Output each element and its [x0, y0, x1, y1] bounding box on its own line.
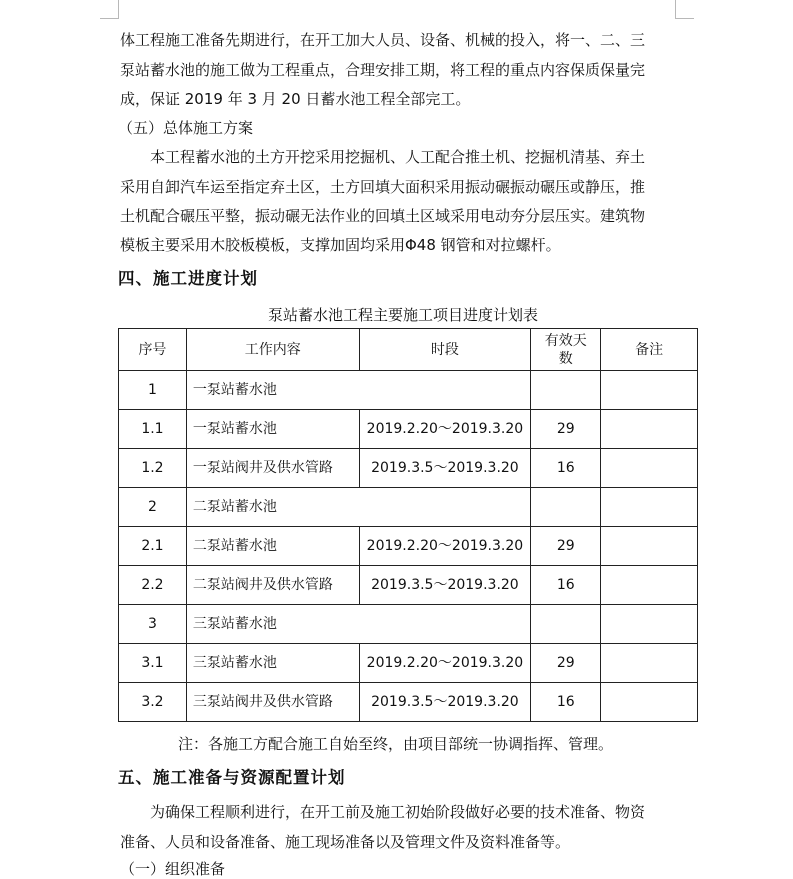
table-group-row	[119, 371, 698, 410]
paragraph-line: 采用自卸汽车运至指定弃土区，土方回填大面积采用振动碾振动碾压或静压，推	[120, 178, 646, 196]
cell-days: 16	[531, 449, 601, 488]
table-row	[119, 683, 698, 722]
header-days: 有效天 数	[531, 329, 601, 371]
cell-content: 三泵站阀井及供水管路	[186, 683, 359, 722]
cell-note	[601, 683, 698, 722]
page-corner-mark-left	[100, 0, 119, 19]
paragraph-line: 模板主要采用木胶板模板，支撑加固均采用Φ48 钢管和对拉螺杆。	[120, 236, 561, 254]
schedule-table	[118, 328, 698, 722]
cell-note	[601, 605, 698, 644]
table-row	[119, 410, 698, 449]
cell-period: 2019.2.20～2019.3.20	[359, 410, 531, 449]
cell-no: 2.2	[119, 566, 187, 605]
table-row	[119, 566, 698, 605]
header-period: 时段	[359, 329, 531, 371]
table-header-row	[119, 329, 698, 371]
cell-days	[531, 605, 601, 644]
table-note: 注：各施工方配合施工自始至终，由项目部统一协调指挥、管理。	[178, 735, 614, 753]
table-group-row	[119, 488, 698, 527]
paragraph-line: 土机配合碾压平整，振动碾无法作业的回填土区域采用电动夯分层压实。建筑物	[120, 207, 646, 225]
cell-content: 二泵站阀井及供水管路	[186, 566, 359, 605]
cell-period: 2019.3.5～2019.3.20	[359, 683, 531, 722]
cell-no: 1.2	[119, 449, 187, 488]
cell-no: 2.1	[119, 527, 187, 566]
cell-days: 16	[531, 566, 601, 605]
cell-note	[601, 410, 698, 449]
table-row	[119, 644, 698, 683]
paragraph-line: 为确保工程顺利进行，在开工前及施工初始阶段做好必要的技术准备、物资	[150, 803, 646, 821]
paragraph-line: 体工程施工准备先期进行，在开工加大人员、设备、机械的投入，将一、二、三	[120, 31, 646, 49]
paragraph-line: 泵站蓄水池的施工做为工程重点，合理安排工期，将工程的重点内容保质保量完	[120, 61, 646, 79]
cell-days: 29	[531, 527, 601, 566]
cell-content: 一泵站蓄水池	[186, 371, 530, 410]
cell-days: 29	[531, 410, 601, 449]
header-no: 序号	[119, 329, 187, 371]
cell-content: 一泵站蓄水池	[186, 410, 359, 449]
header-content: 工作内容	[186, 329, 359, 371]
table-row	[119, 449, 698, 488]
subsection-title-cut: （一）组织准备	[120, 860, 226, 878]
cell-days: 16	[531, 683, 601, 722]
cell-content: 三泵站蓄水池	[186, 644, 359, 683]
section-heading-preparation: 五、施工准备与资源配置计划	[118, 768, 346, 787]
page-corner-mark-right	[675, 0, 694, 19]
cell-content: 一泵站阀井及供水管路	[186, 449, 359, 488]
subsection-title: （五）总体施工方案	[118, 119, 254, 137]
cell-period: 2019.2.20～2019.3.20	[359, 527, 531, 566]
cell-note	[601, 371, 698, 410]
cell-note	[601, 449, 698, 488]
cell-days	[531, 488, 601, 527]
cell-period: 2019.2.20～2019.3.20	[359, 644, 531, 683]
cell-no: 1	[119, 371, 187, 410]
cell-note	[601, 566, 698, 605]
paragraph-line: 成，保证 2019 年 3 月 20 日蓄水池工程全部完工。	[120, 90, 471, 108]
cell-content: 二泵站蓄水池	[186, 527, 359, 566]
cell-content: 三泵站蓄水池	[186, 605, 530, 644]
cell-period: 2019.3.5～2019.3.20	[359, 566, 531, 605]
header-note: 备注	[601, 329, 698, 371]
cell-note	[601, 488, 698, 527]
cell-content: 二泵站蓄水池	[186, 488, 530, 527]
cell-no: 3.1	[119, 644, 187, 683]
cell-days: 29	[531, 644, 601, 683]
paragraph-line: 准备、人员和设备准备、施工现场准备以及管理文件及资料准备等。	[120, 833, 571, 851]
cell-no: 3	[119, 605, 187, 644]
cell-no: 2	[119, 488, 187, 527]
cell-note	[601, 644, 698, 683]
table-group-row	[119, 605, 698, 644]
paragraph-line: 本工程蓄水池的土方开挖采用挖掘机、人工配合推土机、挖掘机清基、弃土	[150, 148, 646, 166]
table-row	[119, 527, 698, 566]
cell-period: 2019.3.5～2019.3.20	[359, 449, 531, 488]
cell-note	[601, 527, 698, 566]
cell-no: 1.1	[119, 410, 187, 449]
table-caption: 泵站蓄水池工程主要施工项目进度计划表	[268, 306, 539, 324]
section-heading-schedule: 四、施工进度计划	[118, 269, 258, 288]
cell-no: 3.2	[119, 683, 187, 722]
cell-days	[531, 371, 601, 410]
